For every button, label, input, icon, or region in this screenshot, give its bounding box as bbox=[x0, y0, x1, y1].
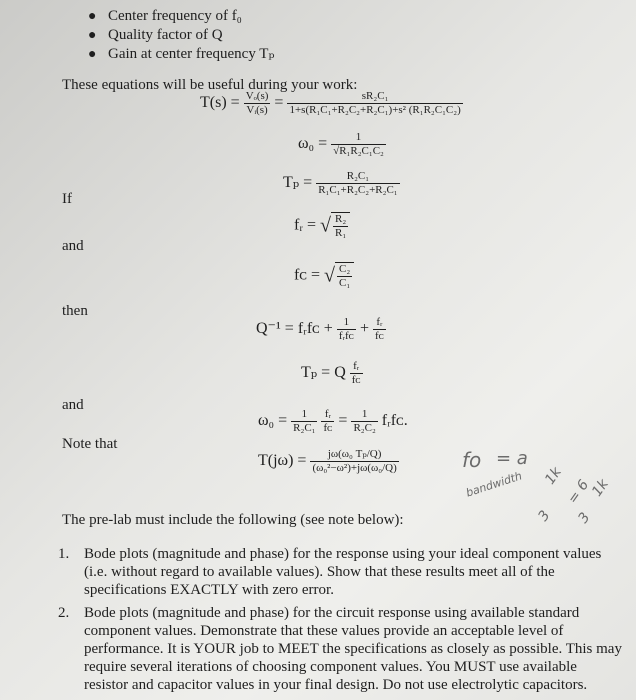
equation-fc: fᴄ = √ $\frac{\text{C₂}}{\text{C₁}}$ bbox=[294, 262, 354, 290]
label-note-that: Note that bbox=[62, 436, 118, 452]
fraction: $\frac{1}{\text{√R₁R₂C₁C₂}}$ bbox=[333, 131, 384, 157]
bullet-item: Gain at center frequency Tₚ bbox=[108, 46, 275, 62]
bullet-item: Quality factor of Q bbox=[108, 27, 223, 43]
fraction: $\frac{\text{R₂C₁}}{\text{R₁C₁+R₂C₂+R₂C₁}}$ bbox=[318, 170, 398, 196]
handwritten-note: 3 bbox=[535, 507, 554, 525]
fraction: $\frac{\text{Vₒ(s)}}{\text{Vᵢ(s)}}$ bbox=[245, 90, 269, 116]
equation-tp: Tₚ = $\frac{\text{R₂C₁}}{\text{R₁C₁+R₂C₂+R₂C₁}}$ bbox=[283, 170, 398, 196]
equation-tp-q: Tₚ = Q $\frac{\text{fᵣ}}{\text{fᴄ}}$ bbox=[301, 360, 361, 386]
label-and: and bbox=[62, 238, 84, 254]
bullet-item: Center frequency of f₀ bbox=[108, 8, 242, 24]
equation-fr: fᵣ = √ $\frac{\text{R₂}}{\text{R₁}}$ bbox=[294, 212, 350, 240]
bullet-dot: ● bbox=[88, 28, 97, 43]
bullet-dot: ● bbox=[88, 9, 97, 24]
equation-transfer-function: T(s) = $\frac{\text{Vₒ(s)}}{\text{Vᵢ(s)}}$ = $\frac{\text{sR₂C₁}}{\text{1+s(R₁C₁+R₂C₂+R₂C₁)+s² (R₁R₂C₁C₂)}}$ bbox=[200, 90, 461, 116]
equation-omega0-alt: ω₀ = $\frac{1}{\text{R₂C₁}}$ $\frac{\text{fᵣ}}{\text{fᴄ}}$ = $\frac{1}{\text{R₂C₂}}$ fᵣfᴄ. bbox=[258, 408, 408, 434]
label-and: and bbox=[62, 397, 84, 413]
handwritten-note: bandwidth bbox=[464, 469, 524, 500]
handwritten-note: 1k bbox=[589, 476, 612, 500]
handwritten-note: 3 bbox=[575, 509, 594, 527]
handwritten-note: = 6 bbox=[564, 477, 593, 507]
prelab-intro: The pre-lab must include the following (see note below): bbox=[62, 512, 404, 528]
list-item: 1. Bode plots (magnitude and phase) for the response using your ideal component values (i.e. without regard to available values). Show that these results meet all of the specifications EXACTLY with zero error. bbox=[58, 546, 602, 598]
list-item: 2. Bode plots (magnitude and phase) for the circuit response using available standard component values. Demonstrate that these values provide an acceptable level of performance. It is YOUR job to MEET the specifications as closely as possible. This may require several iterations of choosing component values. You MUST use available resistor and capacitor values in your final design. Do not use electrolytic capacitors. bbox=[58, 605, 622, 693]
fraction: $\frac{\text{sR₂C₁}}{\text{1+s(R₁C₁+R₂C₂+R₂C₁)+s² (R₁R₂C₁C₂)}}$ bbox=[289, 90, 461, 116]
handwritten-note: fo bbox=[462, 448, 482, 472]
label-if: If bbox=[62, 191, 72, 207]
equation-tjw: T(jω) = $\frac{\text{jω(ω₀ Tₚ/Q)}}{\text{(ω₀²−ω²)+jω(ω₀/Q)}}$ bbox=[258, 448, 397, 474]
equation-omega0: ω₀ = $\frac{1}{\text{√R₁R₂C₁C₂}}$ bbox=[298, 131, 384, 157]
equation-q: Q⁻¹ = fᵣfᴄ + $\frac{1}{\text{fᵣfᴄ}}$ + $\frac{\text{fᵣ}}{\text{fᴄ}}$ bbox=[256, 316, 384, 342]
label-then: then bbox=[62, 303, 88, 319]
eq-lhs: T(s) = bbox=[200, 94, 240, 112]
handwritten-note: 1k bbox=[542, 464, 565, 488]
handwritten-note: = a bbox=[496, 448, 528, 469]
intro-text: These equations will be useful during your work: bbox=[62, 77, 358, 93]
bullet-dot: ● bbox=[88, 47, 97, 62]
